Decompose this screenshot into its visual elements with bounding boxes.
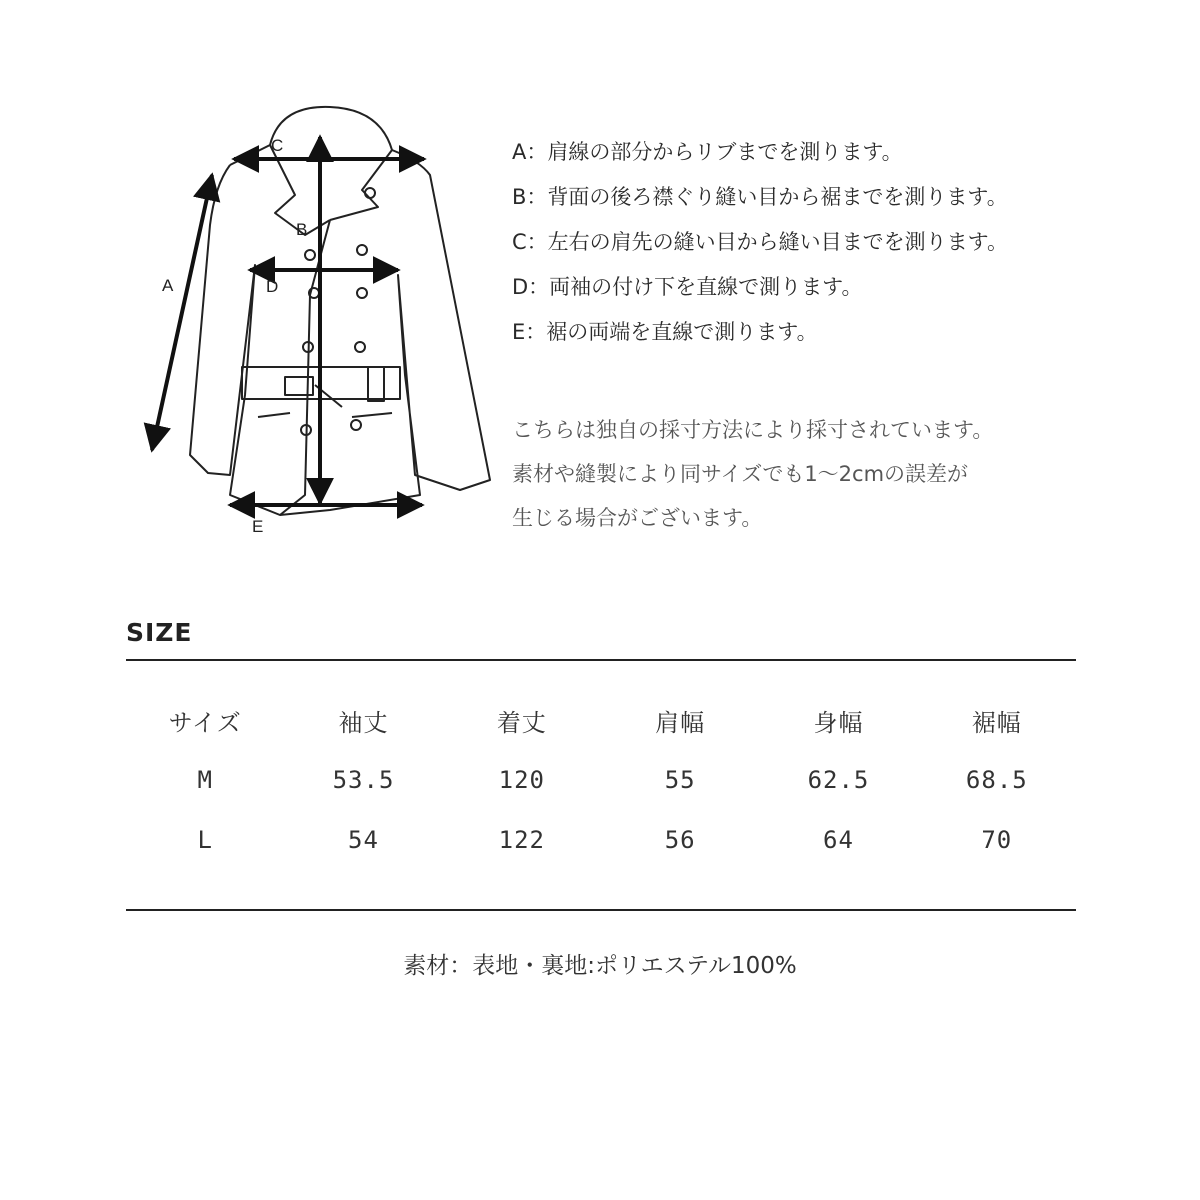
- coat-illustration: [130, 95, 510, 555]
- cell-body-width: 64: [823, 826, 854, 854]
- cell-sleeve-length: 54: [348, 826, 379, 854]
- cell-sleeve-length: 53.5: [332, 766, 395, 794]
- note-line: 素材や縫製により同サイズでも1〜2cmの誤差が: [512, 462, 969, 486]
- header-shoulder-width: 肩幅: [655, 708, 706, 737]
- cell-size: L: [197, 826, 213, 854]
- note-line: 生じる場合がございます。: [512, 506, 763, 530]
- table-row: [126, 750, 1076, 810]
- cell-shoulder-width: 56: [664, 826, 696, 854]
- header-body-width: 身幅: [813, 708, 864, 737]
- header-size: サイズ: [168, 708, 242, 737]
- label-c: C: [271, 136, 284, 155]
- cell-hem-width: 68.5: [965, 766, 1028, 794]
- cell-hem-width: 70: [981, 826, 1013, 854]
- label-a: A: [162, 276, 174, 295]
- coat-buttons: [301, 188, 375, 435]
- legend-item-c: C：左右の肩先の縫い目から縫い目までを測ります。: [512, 230, 1008, 254]
- legend-item-b: B：背面の後ろ襟ぐり縫い目から裾までを測ります。: [512, 185, 1008, 209]
- label-b: B: [296, 220, 308, 239]
- material-info: 素材：表地・裏地:ポリエステル100%: [403, 953, 797, 979]
- table-header-row: [126, 690, 1076, 750]
- cell-length: 122: [498, 826, 545, 854]
- legend-item-e: E：裾の両端を直線で測ります。: [512, 320, 818, 344]
- cell-shoulder-width: 55: [664, 766, 696, 794]
- legend-item-a: A：肩線の部分からリブまでを測ります。: [512, 140, 903, 164]
- legend-item-d: D：両袖の付け下を直線で測ります。: [512, 275, 863, 299]
- header-sleeve-length: 袖丈: [338, 708, 389, 737]
- coat-measurement-diagram: [130, 95, 510, 555]
- cell-length: 120: [498, 766, 545, 794]
- header-length: 着丈: [496, 708, 547, 737]
- table-row: [126, 810, 1076, 870]
- measurement-note: [512, 408, 1152, 540]
- label-d: D: [266, 277, 279, 296]
- label-e: E: [252, 517, 264, 536]
- note-line: こちらは独自の採寸方法により採寸されています。: [512, 418, 994, 442]
- coat-outline: [190, 107, 490, 515]
- size-heading: SIZE: [126, 618, 193, 647]
- measurement-legend: [512, 130, 1152, 355]
- cell-size: M: [197, 766, 213, 794]
- cell-body-width: 62.5: [807, 766, 870, 794]
- measurement-arrows: [152, 137, 424, 505]
- header-hem-width: 裾幅: [971, 708, 1022, 737]
- divider-top: [126, 659, 1076, 661]
- divider-bottom: [126, 909, 1076, 911]
- size-table: [126, 690, 1076, 870]
